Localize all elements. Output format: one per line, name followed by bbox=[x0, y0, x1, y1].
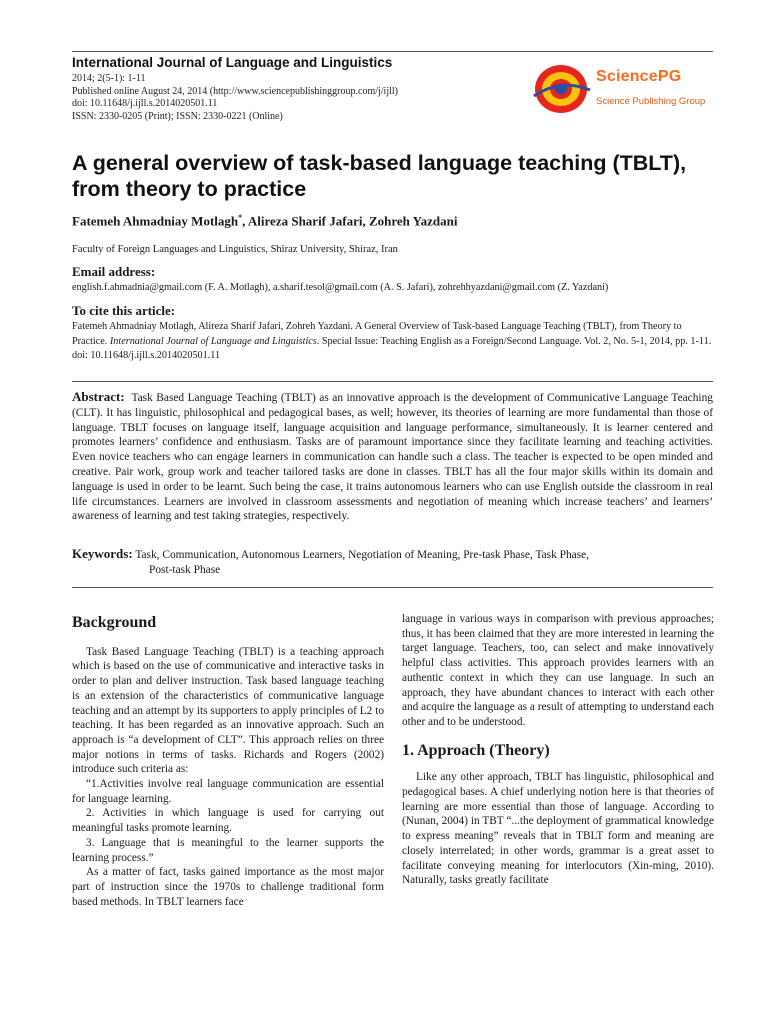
publisher-logo bbox=[530, 58, 715, 120]
keywords bbox=[72, 546, 713, 578]
citation-text: Fatemeh Ahmadniay Motlagh, Alireza Sharif Jafari, Zohreh Yazdani. A General Overview of Task-based Language Teaching (TBLT), from Theory to Practice. bbox=[72, 321, 682, 347]
email-heading: Email address: bbox=[72, 264, 156, 279]
approach-para: Like any other approach, TBLT has linguistic, philosophical and pedagogical bases. A chief underlying notion here is that theories of learning are more essential than those of language. According to (Nunan, 2004) in TBT “...the deployment of grammatical knowledge to express meaning” reveals that in TBLT form and meaning are closely interrelated; in other words, grammar is a great asset to facilitate conveying meaning for interlocutors (Xin-ming, 2010). Naturally, tasks greatly facilitate bbox=[402, 771, 714, 887]
meta-published: Published online August 24, 2014 (http://www.sciencepublishinggroup.com/j/ijll) bbox=[72, 85, 398, 97]
authors bbox=[72, 213, 457, 229]
citation bbox=[72, 320, 712, 364]
left-column bbox=[72, 616, 384, 909]
abstract bbox=[72, 390, 713, 524]
journal-meta bbox=[72, 73, 398, 123]
criteria-item-1: “1.Activities involve real language communication are essential for language learning. bbox=[72, 778, 384, 805]
right-para1: language in various ways in comparison with previous approaches; thus, it has been claimed that they are more interested in learning the target language. Teachers, too, can select and make innovatively helpful class activities. This approach provides learners with an authentic context in which they can use language. In such an approach, they have abundant chances to interact with each other and acquire the language as a result of attempting to understand each other and to be understood. bbox=[402, 613, 714, 728]
cite-heading: To cite this article: bbox=[72, 303, 176, 318]
logo-subtitle: Science Publishing Group bbox=[596, 96, 706, 107]
author-first: Fatemeh Ahmadniay Motlagh bbox=[72, 213, 239, 229]
author-rest: , Alireza Sharif Jafari, Zohreh Yazdani bbox=[242, 213, 458, 229]
article-title: A general overview of task-based language teaching (TBLT), from theory to practice bbox=[72, 151, 687, 201]
keywords-line1: Task, Communication, Autonomous Learners, Negotiation of Meaning, Pre-task Phase, Task Phase, bbox=[135, 549, 590, 561]
abstract-label: Abstract: bbox=[72, 389, 125, 404]
citation-details: . Special Issue: Teaching English as a Foreign/Second Language. Vol. 2, No. 5-1, 2014, pp. 1-11. doi: 10.11648/j.ijll.s.2014020501.11 bbox=[72, 335, 712, 361]
background-para1: Task Based Language Teaching (TBLT) is a teaching approach which is based on the use of communicative and interactive tasks in order to plan and deliver instruction. Task based language teaching is an extension of the characteristics of communicative language teaching and an attempt by its supporters to apply principles of L2 to teaching. It has been regarded as an innovative approach. Such an approach is “a development of CLT”. This approach relies on three major notions in terms of tasks. Richards and Rogers (2002) introduce such criteria as: bbox=[72, 645, 384, 776]
header-top-rule bbox=[72, 51, 713, 52]
abstract-text: Task Based Language Teaching (TBLT) as an innovative approach is the development of Communicative Language Teaching (CLT). It has linguistic, philosophical and pedagogical bases, as well; however, its theories of learning are more fundamental than those of language. TBLT focuses on language itself, language acquisition and language performance, simultaneously. It is learner centered and promotes learners’ confidence and enthusiasm. Tasks are of paramount importance since they facilitate learning and teaching activities. Even novice teachers who can engage learners in communication can handle such a class. The teacher is expected to be open minded and creative. Pair work, group work and teacher tailored tasks are done in classes. TBLT has all the four major skills within its domain and language is used in order to be learnt. Such being the case, it trains autonomous learners who can use English outside the classroom in real life circumstances. Learners are involved in classroom assessments and negotiation of meaning which increase teachers’ and learners’ awareness of learning and test taking strategies, respectively. bbox=[72, 392, 713, 523]
right-column bbox=[402, 612, 714, 888]
journal-title: International Journal of Language and Linguistics bbox=[72, 55, 393, 70]
abstract-top-rule bbox=[72, 381, 713, 382]
logo-wordmark: SciencePG bbox=[596, 68, 682, 85]
keywords-bottom-rule bbox=[72, 587, 713, 588]
affiliation: Faculty of Foreign Languages and Linguistics, Shiraz University, Shiraz, Iran bbox=[72, 244, 398, 255]
background-para2: As a matter of fact, tasks gained importance as the most major part of instruction since the 1970s to challenge traditional form based methods. In TBLT learners face bbox=[72, 866, 384, 908]
meta-issn: ISSN: 2330-0205 (Print); ISSN: 2330-0221 (Online) bbox=[72, 110, 283, 122]
citation-journal: International Journal of Language and Linguistics bbox=[109, 335, 317, 347]
email-line: english.f.ahmadnia@gmail.com (F. A. Motlagh), a.sharif.tesol@gmail.com (A. S. Jafari), zohrehhyazdani@gmail.com (Z. Yazdani) bbox=[72, 282, 609, 293]
meta-issue: 2014; 2(5-1): 1-11 bbox=[72, 73, 146, 84]
criteria-item-3: 3. Language that is meaningful to the learner supports the learning process.” bbox=[72, 836, 384, 864]
approach-heading: 1. Approach (Theory) bbox=[402, 741, 550, 759]
keywords-label: Keywords: bbox=[72, 546, 133, 561]
sciencepg-logo-icon bbox=[530, 60, 592, 118]
corresponding-mark: * bbox=[238, 213, 243, 222]
background-heading: Background bbox=[72, 614, 157, 631]
keywords-line2: Post-task Phase bbox=[149, 564, 221, 576]
meta-doi: doi: 10.11648/j.ijll.s.2014020501.11 bbox=[72, 98, 218, 110]
criteria-item-2: 2. Activities in which language is used for carrying out meaningful tasks promote learning. bbox=[72, 807, 384, 835]
